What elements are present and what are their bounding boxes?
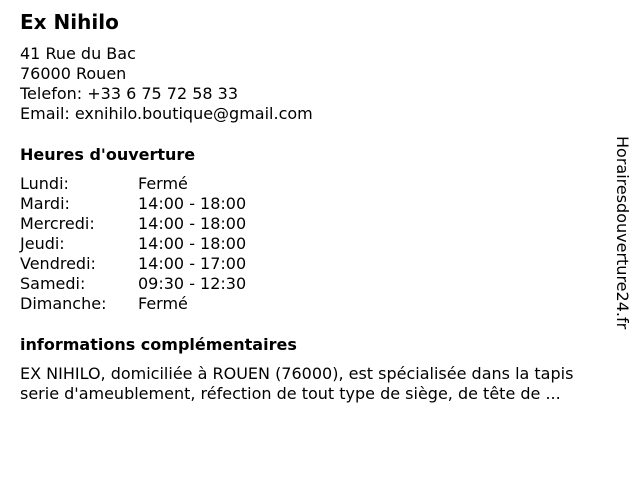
info-line-2: serie d'ameublement, réfection de tout type de siège, de tête de ...: [20, 384, 561, 403]
additional-info-text: [20, 364, 632, 404]
hours-value: 09:30 - 12:30: [138, 274, 247, 293]
hours-row-saturday: [20, 274, 246, 294]
site-brand-text: Horairesdouverture24.fr: [613, 136, 632, 330]
phone-number: Telefon: +33 6 75 72 58 33: [20, 84, 239, 103]
hours-value: 14:00 - 17:00: [138, 254, 247, 273]
day-label: Lundi:: [20, 174, 69, 193]
day-label: Dimanche:: [20, 294, 107, 313]
opening-hours-heading: Heures d'ouverture: [20, 145, 196, 164]
hours-value: 14:00 - 18:00: [138, 194, 247, 213]
hours-row-thursday: [20, 234, 246, 254]
day-label: Samedi:: [20, 274, 86, 293]
hours-row-sunday: [20, 294, 246, 314]
day-label: Mardi:: [20, 194, 70, 213]
hours-row-monday: [20, 174, 246, 194]
hours-row-tuesday: [20, 194, 246, 214]
info-line-1: EX NIHILO, domiciliée à ROUEN (76000), est spécialisée dans la tapis: [20, 364, 574, 383]
day-label: Mercredi:: [20, 214, 95, 233]
day-label: Vendredi:: [20, 254, 96, 273]
hours-row-friday: [20, 254, 246, 274]
hours-value: Fermé: [138, 294, 188, 313]
additional-info-heading: informations complémentaires: [20, 335, 297, 354]
hours-value: 14:00 - 18:00: [138, 234, 247, 253]
contact-block: [20, 44, 313, 124]
day-label: Jeudi:: [20, 234, 65, 253]
email-address: Email: exnihilo.boutique@gmail.com: [20, 104, 313, 123]
site-brand-watermark: [612, 136, 632, 346]
hours-value: 14:00 - 18:00: [138, 214, 247, 233]
hours-value: Fermé: [138, 174, 188, 193]
opening-hours-table: [20, 174, 246, 314]
hours-row-wednesday: [20, 214, 246, 234]
street-address: 41 Rue du Bac: [20, 44, 136, 63]
city-address: 76000 Rouen: [20, 64, 127, 83]
business-name: Ex Nihilo: [20, 10, 119, 34]
